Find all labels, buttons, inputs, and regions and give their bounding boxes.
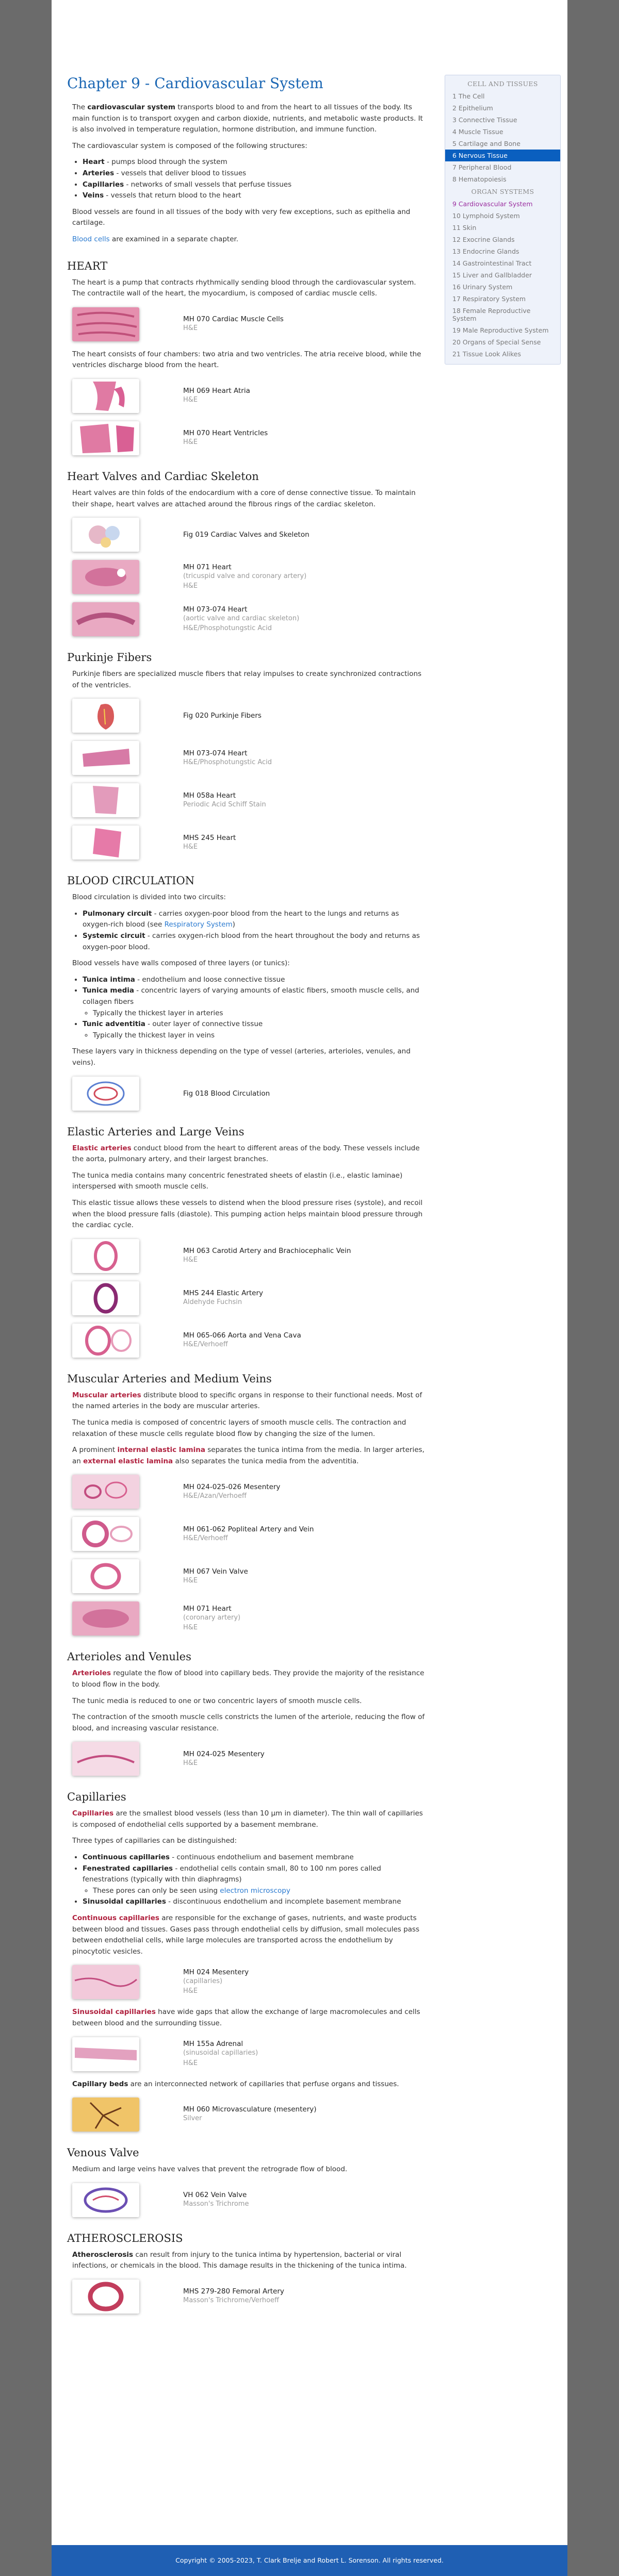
figure-cardiac-muscle[interactable]: MH 070 Cardiac Muscle Cells H&E bbox=[72, 307, 459, 342]
slide-thumbnail[interactable] bbox=[72, 2098, 139, 2132]
list-item: • Pulmonary circuit - carries oxygen-poor blood from the heart to the lungs and returns as oxygen-rich blood (see Respiratory System) bbox=[83, 909, 428, 931]
nav-item-exocrine[interactable]: 12 Exocrine Glands bbox=[452, 236, 515, 243]
figure-mesentery-arterioles[interactable]: MH 024-025 Mesentery H&E bbox=[72, 1741, 459, 1776]
slide-thumbnail[interactable] bbox=[72, 1475, 139, 1509]
nav-heading-cell-tissues: CELL AND TISSUES bbox=[467, 80, 538, 88]
atherosclerosis-heading: ATHEROSCLEROSIS bbox=[67, 2232, 183, 2244]
nav-item-connective[interactable]: 3 Connective Tissue bbox=[452, 116, 517, 124]
nav-item-blood[interactable]: 7 Peripheral Blood bbox=[452, 163, 512, 171]
nav-item-cell[interactable]: 1 The Cell bbox=[452, 92, 485, 100]
nav-item-special-sense[interactable]: 20 Organs of Special Sense bbox=[452, 338, 541, 346]
elastic-media-paragraph: The tunica media contains many concentric fenestrated sheets of elastin (i.e., elastic laminae) interspersed with smooth muscle cells. bbox=[72, 1171, 403, 1191]
capillaries-types-intro: Three types of capillaries can be distinguished: bbox=[72, 1837, 237, 1845]
heart-heading: HEART bbox=[67, 259, 108, 272]
slide-thumbnail[interactable] bbox=[72, 783, 139, 817]
figure-blood-circulation[interactable]: Fig 018 Blood Circulation bbox=[72, 1076, 459, 1111]
elastic-recoil-paragraph: This elastic tissue allows these vessels to distend when the blood pressure rises (systole), and recoil when the blood pressure falls (diastole). This pumping action helps maintain blood pressure through the cardiac cycle. bbox=[72, 1198, 423, 1230]
muscular-heading: Muscular Arteries and Medium Veins bbox=[67, 1372, 272, 1385]
arterioles-heading: Arterioles and Venules bbox=[67, 1650, 191, 1663]
figure-carotid[interactable]: MH 063 Carotid Artery and Brachiocephalic Vein H&E bbox=[72, 1239, 459, 1274]
figure-mesentery-azan[interactable]: MH 024-025-026 Mesentery H&E/Azan/Verhoeff bbox=[72, 1474, 459, 1509]
nav-item-muscle[interactable]: 4 Muscle Tissue bbox=[452, 128, 503, 136]
diagram-thumbnail[interactable] bbox=[72, 699, 139, 733]
slide-thumbnail[interactable] bbox=[72, 379, 139, 413]
heart-paragraph: The heart is a pump that contracts rhythmically sending blood through the cardiovascular system. The contractile wall of the heart, the myocardium, is composed of cardiac muscle cells. bbox=[72, 278, 416, 298]
arterioles-paragraph: Arterioles regulate the flow of blood into capillary beds. They provide the majority of the resistance to blood flow in the body. bbox=[72, 1669, 425, 1689]
nav-item-skin[interactable]: 11 Skin bbox=[452, 224, 477, 232]
capillaries-paragraph: Capillaries are the smallest blood vessels (less than 10 µm in diameter). The thin wall of capillaries is composed of endothelial cells supported by a basement membrane. bbox=[72, 1809, 423, 1829]
nav-item-lymphoid[interactable]: 10 Lymphoid System bbox=[452, 212, 520, 220]
nav-item-male-repro[interactable]: 19 Male Reproductive System bbox=[452, 326, 549, 334]
slide-thumbnail[interactable] bbox=[72, 560, 139, 594]
nav-item-epithelium[interactable]: 2 Epithelium bbox=[452, 104, 493, 112]
figure-heart-atria[interactable]: MH 069 Heart Atria H&E bbox=[72, 378, 459, 414]
layers-paragraph: These layers vary in thickness depending on the type of vessel (arteries, arterioles, venules, and veins). bbox=[72, 1047, 411, 1067]
circulation-paragraph: Blood circulation is divided into two circuits: bbox=[72, 893, 226, 902]
figure-popliteal[interactable]: MH 061-062 Popliteal Artery and Vein H&E/Verhoeff bbox=[72, 1516, 459, 1551]
slide-thumbnail[interactable] bbox=[72, 1517, 139, 1551]
blood-cells-link[interactable]: Blood cells bbox=[72, 235, 110, 243]
list-item: • Fenestrated capillaries - endothelial cells contain small, 80 to 100 nm pores called fenestrations (typically with thin diaphragms) ◦ These pores can only be seen using electron microscopy bbox=[83, 1863, 428, 1897]
intro-paragraph: The cardiovascular system transports blood to and from the heart to all tissues of the body. Its main function is to transport oxygen and carbon dioxide, nutrients, and metabolic waste products. It is also involved in temperature regulation, hormone distribution, and immune function. bbox=[72, 103, 423, 134]
muscular-media-paragraph: The tunica media is composed of concentric layers of smooth muscle cells. The contraction and relaxation of these muscle cells regulate blood flow by changing the size of the lumen. bbox=[72, 1418, 406, 1438]
slide-thumbnail[interactable] bbox=[72, 1559, 139, 1593]
list-item: • Systemic circuit - carries oxygen-rich blood from the heart throughout the body and returns as oxygen-poor blood. bbox=[83, 931, 428, 953]
main-content bbox=[67, 75, 459, 2321]
continuous-capillaries-paragraph: Continuous capillaries are responsible for the exchange of gases, nutrients, and waste products between blood and tissues. Gases pass through endothelial cells by diffusion, small molecules pass between endothelial cells, while large molecules are transported across the endothelium by pinocytotic vesicles. bbox=[72, 1914, 419, 1956]
purkinje-paragraph: Purkinje fibers are specialized muscle fibers that relay impulses to create synchronized contractions of the ventricles. bbox=[72, 670, 422, 689]
slide-thumbnail[interactable] bbox=[72, 1324, 139, 1358]
atherosclerosis-paragraph: Atherosclerosis can result from injury to the tunica intima by hypertension, bacterial or viral infections, or chemicals in the blood. This damage results in the thickening of the tunica intima. bbox=[72, 2250, 407, 2270]
diagram-thumbnail[interactable] bbox=[72, 1077, 139, 1111]
heart-chambers-paragraph: The heart consists of four chambers: two atria and two ventricles. The atria receive blood, while the ventricles discharge blood from the heart. bbox=[72, 350, 421, 370]
capillary-types-list bbox=[72, 1852, 428, 1908]
muscular-lamina-paragraph: A prominent internal elastic lamina separates the tunica intima from the media. In larger arteries, an external elastic lamina also separates the tunica media from the adventitia. bbox=[72, 1446, 425, 1465]
chapter-title: Chapter 9 - Cardiovascular System bbox=[67, 75, 323, 92]
footer-copyright: Copyright © 2005-2023, T. Clark Brelje and Robert L. Sorenson. All rights reserved. bbox=[52, 2545, 567, 2576]
slide-thumbnail[interactable] bbox=[72, 2280, 139, 2314]
tunics-list bbox=[72, 975, 428, 1042]
figure-microvasculature[interactable]: MH 060 Microvasculature (mesentery) Silver bbox=[72, 2097, 459, 2132]
slide-thumbnail[interactable] bbox=[72, 741, 139, 775]
chapter-nav bbox=[445, 75, 561, 365]
slide-thumbnail[interactable] bbox=[72, 602, 139, 636]
figure-purkinje[interactable]: Fig 020 Purkinje Fibers bbox=[72, 698, 459, 733]
nav-item-look-alikes[interactable]: 21 Tissue Look Alikes bbox=[452, 350, 521, 358]
list-item: • Arteries - vessels that deliver blood to tissues bbox=[83, 168, 428, 179]
figure-heart-tricuspid[interactable]: MH 071 Heart (tricuspid valve and coronary artery) H&E bbox=[72, 559, 459, 595]
figure-purkinje-mhs245[interactable]: MHS 245 Heart H&E bbox=[72, 825, 459, 860]
figure-adrenal[interactable]: MH 155a Adrenal (sinusoidal capillaries) H&E bbox=[72, 2037, 459, 2072]
figure-elastic-artery[interactable]: MHS 244 Elastic Artery Aldehyde Fuchsin bbox=[72, 1281, 459, 1316]
slide-thumbnail[interactable] bbox=[72, 421, 139, 455]
list-item: • Continuous capillaries - continuous endothelium and basement membrane bbox=[83, 1852, 428, 1863]
nav-item-liver[interactable]: 15 Liver and Gallbladder bbox=[452, 271, 532, 279]
figure-mesentery-capillaries[interactable]: MH 024 Mesentery (capillaries) H&E bbox=[72, 1964, 459, 2000]
circulation-heading: BLOOD CIRCULATION bbox=[67, 874, 195, 887]
intro-vessels: Blood vessels are found in all tissues of the body with very few exceptions, such as epithelia and cartilage. bbox=[72, 207, 411, 227]
slide-thumbnail[interactable] bbox=[72, 2037, 139, 2071]
list-item: • Capillaries - networks of small vessels that perfuse tissues bbox=[83, 179, 428, 191]
arterioles-media-paragraph: The tunic media is reduced to one or two concentric layers of smooth muscle cells. bbox=[72, 1696, 362, 1705]
electron-microscopy-link[interactable]: electron microscopy bbox=[220, 1886, 290, 1895]
figure-femoral-artery[interactable]: MHS 279-280 Femoral Artery Masson's Trichrome/Verhoeff bbox=[72, 2279, 459, 2314]
elastic-paragraph: Elastic arteries conduct blood from the heart to different areas of the body. These vessels include the aorta, pulmonary artery, and their largest branches. bbox=[72, 1144, 420, 1164]
figure-cardiac-valves[interactable]: Fig 019 Cardiac Valves and Skeleton bbox=[72, 517, 459, 552]
list-item: • Tunica media - concentric layers of varying amounts of elastic fibers, smooth muscle cells, and collagen fibers ◦ Typically the thickest layer in arteries bbox=[83, 985, 428, 1019]
list-item: • Tunic adventitia - outer layer of connective tissue ◦ Typically the thickest layer in veins bbox=[83, 1019, 428, 1041]
figure-vein-valve[interactable]: MH 067 Vein Valve H&E bbox=[72, 1559, 459, 1594]
figure-purkinje-pas[interactable]: MH 058a Heart Periodic Acid Schiff Stain bbox=[72, 783, 459, 818]
list-item: • Tunica intima - endothelium and loose connective tissue bbox=[83, 975, 428, 986]
arterioles-contraction-paragraph: The contraction of the smooth muscle cells constricts the lumen of the arteriole, reducing the flow of blood, and increasing vascular resistance. bbox=[72, 1713, 425, 1732]
list-item: • Heart - pumps blood through the system bbox=[83, 157, 428, 168]
elastic-heading: Elastic Arteries and Large Veins bbox=[67, 1125, 245, 1138]
figure-vein-valve-trichrome[interactable]: VH 062 Vein Valve Masson's Trichrome bbox=[72, 2183, 459, 2218]
intro-blood-cells: Blood cells are examined in a separate chapter. bbox=[72, 235, 239, 243]
slide-thumbnail[interactable] bbox=[72, 825, 139, 860]
nav-item-hematopoiesis[interactable]: 8 Hematopoiesis bbox=[452, 175, 507, 183]
list-item: • Veins - vessels that return blood to the heart bbox=[83, 190, 428, 202]
figure-heart-aortic[interactable]: MH 073-074 Heart (aortic valve and cardiac skeleton) H&E/Phosphotungstic Acid bbox=[72, 602, 459, 637]
figure-coronary-artery[interactable]: MH 071 Heart (coronary artery) H&E bbox=[72, 1601, 459, 1636]
figure-purkinje-heart-pta[interactable]: MH 073-074 Heart H&E/Phosphotungstic Acid bbox=[72, 740, 459, 775]
nav-item-cartilage[interactable]: 5 Cartilage and Bone bbox=[452, 140, 520, 147]
capillary-beds-paragraph: Capillary beds are an interconnected network of capillaries that perfuse organs and tissues. bbox=[72, 2079, 399, 2088]
respiratory-link[interactable]: Respiratory System bbox=[164, 920, 233, 929]
valves-paragraph: Heart valves are thin folds of the endocardium with a core of dense connective tissue. To maintain their shape, heart valves are attached around the fibrous rings of the cardiac skeleton. bbox=[72, 488, 416, 508]
slide-thumbnail[interactable] bbox=[72, 2183, 139, 2217]
nav-item-female-repro[interactable]: 18 Female Reproductive System bbox=[452, 307, 531, 322]
slide-thumbnail[interactable] bbox=[72, 1965, 139, 1999]
figure-heart-ventricles[interactable]: MH 070 Heart Ventricles H&E bbox=[72, 421, 459, 456]
slide-thumbnail[interactable] bbox=[72, 1601, 139, 1636]
nav-item-nervous[interactable]: 6 Nervous Tissue bbox=[445, 150, 560, 161]
tunics-intro: Blood vessels have walls composed of three layers (or tunics): bbox=[72, 959, 290, 968]
list-item: • Sinusoidal capillaries - discontinuous endothelium and incomplete basement membrane bbox=[83, 1896, 428, 1908]
capillaries-heading: Capillaries bbox=[67, 1791, 126, 1804]
intro-structures: The cardiovascular system is composed of the following structures: bbox=[72, 141, 307, 150]
diagram-thumbnail[interactable] bbox=[72, 518, 139, 552]
slide-thumbnail[interactable] bbox=[72, 1281, 139, 1315]
nav-item-respiratory[interactable]: 17 Respiratory System bbox=[452, 295, 526, 303]
slide-thumbnail[interactable] bbox=[72, 1239, 139, 1273]
nav-item-urinary[interactable]: 16 Urinary System bbox=[452, 283, 513, 291]
structures-list bbox=[72, 157, 428, 201]
circuits-list bbox=[72, 909, 428, 953]
slide-thumbnail[interactable] bbox=[72, 1742, 139, 1776]
muscular-paragraph: Muscular arteries distribute blood to specific organs in response to their functional needs. Most of the named arteries in the body are muscular arteries. bbox=[72, 1391, 422, 1411]
valves-heading: Heart Valves and Cardiac Skeleton bbox=[67, 470, 259, 483]
nav-item-endocrine[interactable]: 13 Endocrine Glands bbox=[452, 247, 519, 255]
venous-paragraph: Medium and large veins have valves that prevent the retrograde flow of blood. bbox=[72, 2165, 348, 2174]
figure-aorta-vena-cava[interactable]: MH 065-066 Aorta and Vena Cava H&E/Verhoeff bbox=[72, 1323, 459, 1358]
nav-item-gi[interactable]: 14 Gastrointestinal Tract bbox=[452, 259, 532, 267]
sinusoidal-capillaries-paragraph: Sinusoidal capillaries have wide gaps that allow the exchange of large macromolecules and cells between blood and the surrounding tissue. bbox=[72, 2008, 420, 2027]
venous-heading: Venous Valve bbox=[67, 2146, 139, 2159]
slide-thumbnail[interactable] bbox=[72, 307, 139, 341]
nav-heading-organ-systems: ORGAN SYSTEMS bbox=[471, 188, 534, 195]
purkinje-heading: Purkinje Fibers bbox=[67, 651, 152, 664]
page bbox=[52, 0, 567, 2576]
nav-item-cardiovascular[interactable]: 9 Cardiovascular System bbox=[452, 200, 533, 208]
